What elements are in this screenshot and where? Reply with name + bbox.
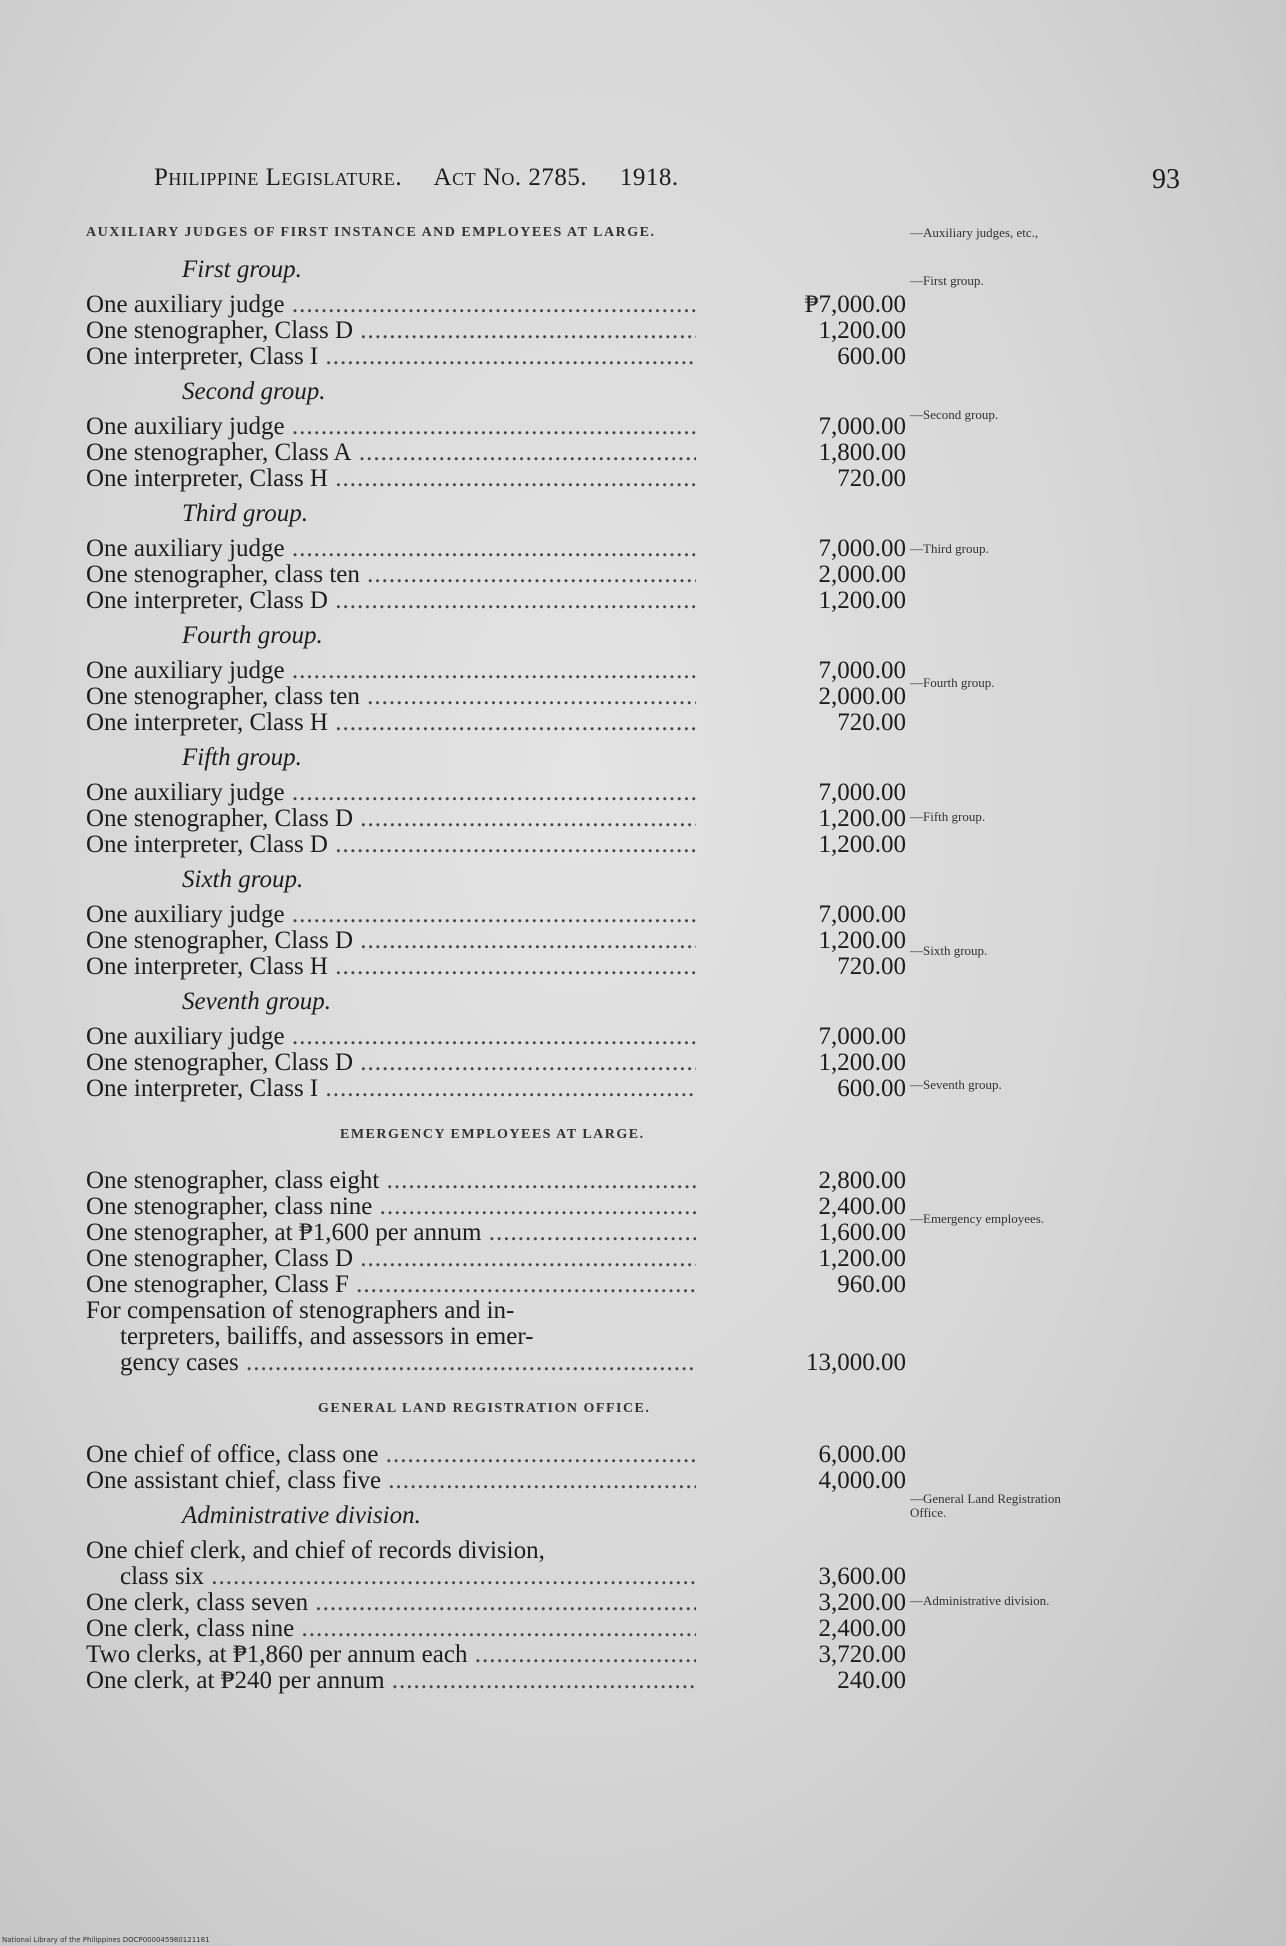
list-item-amount: 7,000.00 <box>818 657 906 684</box>
list-item-amount: 7,000.00 <box>818 901 906 928</box>
running-header <box>154 164 705 192</box>
list-item-amount: 7,000.00 <box>818 413 906 440</box>
list-item <box>86 1642 906 1668</box>
list-item-amount: 2,000.00 <box>818 683 906 710</box>
section-title-auxiliary: AUXILIARY JUDGES OF FIRST INSTANCE AND EMPLOYEES AT LARGE. <box>86 225 656 240</box>
list-item-amount: 2,400.00 <box>818 1193 906 1220</box>
list-item-desc: One stenographer, class nine ..... <box>86 1194 696 1220</box>
list-item <box>86 1050 906 1076</box>
list-item-amount: ₱7,000.00 <box>804 291 906 318</box>
list-item-desc: For compensation of stenographers and in- <box>86 1298 515 1324</box>
list-item <box>86 1076 906 1102</box>
list-item-desc: One interpreter, Class D ..... <box>86 832 696 858</box>
group-title: Fifth group. <box>182 744 302 771</box>
list-item-desc: One clerk, class nine ..... <box>86 1616 696 1642</box>
list-item <box>86 1616 906 1642</box>
list-item-desc: Two clerks, at ₱1,860 per annum each ..... <box>86 1642 696 1668</box>
margin-note-seventh: —Seventh group. <box>910 1077 1002 1092</box>
section-title-emergency: EMERGENCY EMPLOYEES AT LARGE. <box>340 1127 645 1142</box>
list-item-amount: 6,000.00 <box>818 1441 906 1468</box>
list-item-desc: One stenographer, Class D ..... <box>86 1246 696 1272</box>
list-item-amount: 3,720.00 <box>818 1641 906 1668</box>
list-item <box>86 832 906 858</box>
list-item-desc: One stenographer, Class D ..... <box>86 928 696 954</box>
list-item <box>86 1246 906 1272</box>
list-item <box>86 710 906 736</box>
list-item-amount: 960.00 <box>837 1271 906 1298</box>
list-item-amount: 720.00 <box>837 709 906 736</box>
group-title: Seventh group. <box>182 988 332 1015</box>
list-item-desc: terpreters, bailiffs, and assessors in emer- <box>120 1324 534 1350</box>
list-item <box>86 658 906 684</box>
list-item-desc: One interpreter, Class H ..... <box>86 954 696 980</box>
margin-note-third: —Third group. <box>910 541 989 556</box>
list-item-amount: 2,000.00 <box>818 561 906 588</box>
list-item-amount: 1,200.00 <box>818 1245 906 1272</box>
margin-note-first: —First group. <box>910 273 984 288</box>
margin-note-fifth: —Fifth group. <box>910 809 986 824</box>
list-item-desc: One auxiliary judge ..... <box>86 292 696 318</box>
list-item <box>86 466 906 492</box>
margin-note-second: —Second group. <box>910 407 999 422</box>
margin-note-admin: —Administrative division. <box>910 1593 1050 1608</box>
list-item-amount: 720.00 <box>837 465 906 492</box>
margin-note-emergency: —Emergency employees. <box>910 1211 1045 1226</box>
footer-credit: National Library of the Philippines DOCP000045980121181 <box>2 1936 210 1944</box>
list-item-amount: 7,000.00 <box>818 779 906 806</box>
page-number: 93 <box>1152 164 1180 195</box>
list-item <box>86 1468 906 1494</box>
list-item-desc: One interpreter, Class I ..... <box>86 1076 696 1102</box>
list-item-desc: One auxiliary judge ..... <box>86 1024 696 1050</box>
header-act: Act No. 2785. <box>433 164 588 191</box>
list-item-amount: 720.00 <box>837 953 906 980</box>
list-item-desc: One stenographer, at ₱1,600 per annum ..... <box>86 1220 696 1246</box>
list-item-desc: class six ..... <box>120 1564 696 1590</box>
list-item-amount: 2,800.00 <box>818 1167 906 1194</box>
list-item <box>86 1168 906 1194</box>
list-item <box>86 1220 906 1246</box>
list-item <box>86 536 906 562</box>
list-item-amount: 2,400.00 <box>818 1615 906 1642</box>
list-item-amount: 1,200.00 <box>818 1049 906 1076</box>
list-item-desc: One stenographer, Class D ..... <box>86 318 696 344</box>
list-item-desc: One stenographer, Class A ..... <box>86 440 696 466</box>
margin-note-auxiliary: —Auxiliary judges, etc., <box>910 225 1039 240</box>
list-item-desc: One auxiliary judge ..... <box>86 658 696 684</box>
list-item <box>86 928 906 954</box>
header-year: 1918. <box>619 164 679 191</box>
list-item-desc: One stenographer, class ten ..... <box>86 684 696 710</box>
list-item <box>86 954 906 980</box>
list-item-amount: 240.00 <box>837 1667 906 1694</box>
list-item-amount: 7,000.00 <box>818 1023 906 1050</box>
list-item-amount: 7,000.00 <box>818 535 906 562</box>
list-item-desc: One interpreter, Class H ..... <box>86 710 696 736</box>
list-item <box>86 292 906 318</box>
list-item-amount: 3,600.00 <box>818 1563 906 1590</box>
list-item-amount: 1,200.00 <box>818 805 906 832</box>
list-item-desc: One stenographer, class ten ..... <box>86 562 696 588</box>
list-item-amount: 600.00 <box>837 1075 906 1102</box>
list-item-desc: One auxiliary judge ..... <box>86 902 696 928</box>
list-item <box>86 1350 906 1376</box>
group-title-admin: Administrative division. <box>182 1502 421 1529</box>
group-title: First group. <box>182 256 302 283</box>
list-item-desc: One auxiliary judge ..... <box>86 414 696 440</box>
list-item <box>86 1564 906 1590</box>
list-item <box>86 806 906 832</box>
list-item-amount: 1,200.00 <box>818 317 906 344</box>
list-item <box>86 1272 906 1298</box>
list-item <box>86 344 906 370</box>
group-title: Third group. <box>182 500 308 527</box>
list-item-desc: One auxiliary judge ..... <box>86 780 696 806</box>
list-item-desc: One chief clerk, and chief of records division, <box>86 1538 545 1564</box>
list-item-amount: 1,200.00 <box>818 927 906 954</box>
list-item-amount: 1,800.00 <box>818 439 906 466</box>
list-item-amount: 1,200.00 <box>818 831 906 858</box>
list-item-desc: One interpreter, Class D ..... <box>86 588 696 614</box>
list-item <box>86 318 906 344</box>
list-item <box>86 902 906 928</box>
list-item <box>86 1298 906 1324</box>
list-item <box>86 414 906 440</box>
list-item <box>86 440 906 466</box>
list-item <box>86 1024 906 1050</box>
group-title: Second group. <box>182 378 326 405</box>
list-item-desc: One interpreter, Class I ..... <box>86 344 696 370</box>
list-item-desc: One clerk, at ₱240 per annum ..... <box>86 1668 696 1694</box>
list-item <box>86 780 906 806</box>
list-item-desc: One auxiliary judge ..... <box>86 536 696 562</box>
list-item <box>86 1442 906 1468</box>
appropriations-list <box>86 218 906 1694</box>
margin-note-fourth: —Fourth group. <box>910 675 995 690</box>
list-item-desc: gency cases ..... <box>120 1350 696 1376</box>
section-title-land: GENERAL LAND REGISTRATION OFFICE. <box>318 1401 651 1416</box>
list-item <box>86 684 906 710</box>
list-item <box>86 588 906 614</box>
list-item <box>86 562 906 588</box>
list-item-desc: One chief of office, class one ..... <box>86 1442 696 1468</box>
list-item <box>86 1194 906 1220</box>
list-item-amount: 13,000.00 <box>806 1349 906 1376</box>
list-item-desc: One clerk, class seven ..... <box>86 1590 696 1616</box>
list-item-amount: 1,200.00 <box>818 587 906 614</box>
list-item-desc: One stenographer, Class D ..... <box>86 806 696 832</box>
list-item-amount: 600.00 <box>837 343 906 370</box>
group-title: Fourth group. <box>182 622 323 649</box>
list-item-amount: 3,200.00 <box>818 1589 906 1616</box>
list-item-desc: One assistant chief, class five ..... <box>86 1468 696 1494</box>
header-legislature: Philippine Legislature. <box>154 164 403 191</box>
list-item-desc: One stenographer, class eight ..... <box>86 1168 696 1194</box>
margin-note-land: —General Land Registration Office. <box>910 1491 1061 1520</box>
list-item-desc: One stenographer, Class D ..... <box>86 1050 696 1076</box>
list-item-desc: One interpreter, Class H ..... <box>86 466 696 492</box>
margin-note-sixth: —Sixth group. <box>910 943 988 958</box>
list-item-desc: One stenographer, Class F ..... <box>86 1272 696 1298</box>
group-title: Sixth group. <box>182 866 304 893</box>
list-item <box>86 1538 906 1564</box>
list-item <box>86 1590 906 1616</box>
list-item-amount: 1,600.00 <box>818 1219 906 1246</box>
list-item <box>86 1668 906 1694</box>
list-item-amount: 4,000.00 <box>818 1467 906 1494</box>
list-item <box>86 1324 906 1350</box>
